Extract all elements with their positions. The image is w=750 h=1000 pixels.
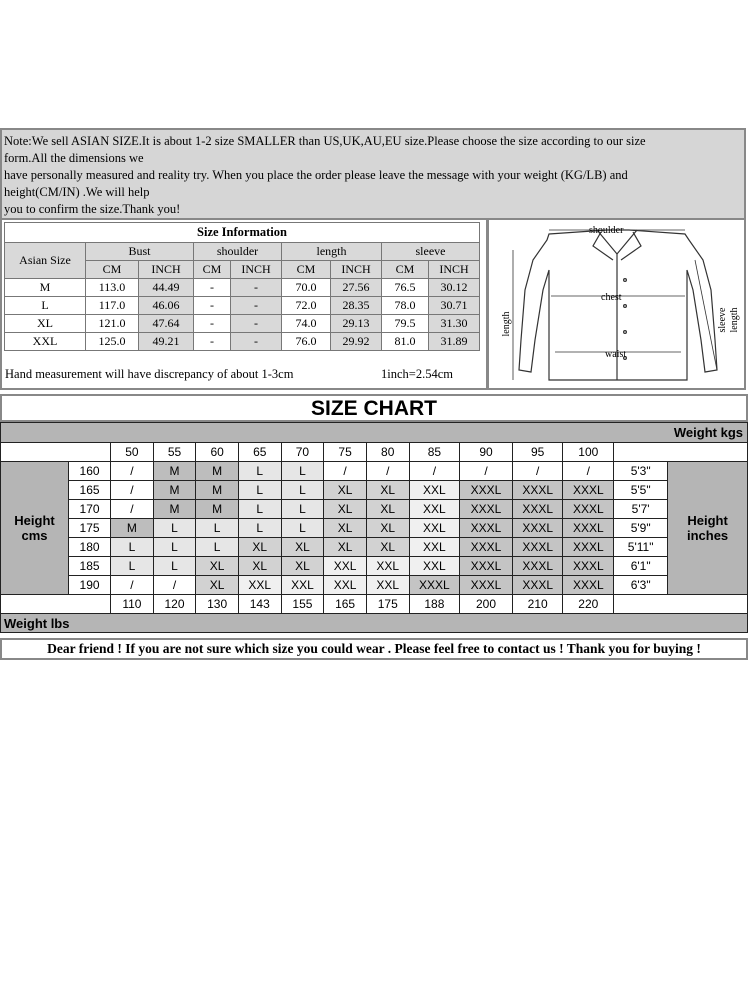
- size-chart-cell: L: [238, 500, 281, 519]
- height-cms-label: [1, 462, 69, 595]
- unit-inch: INCH: [429, 261, 480, 279]
- weight-lbs-value: 175: [366, 595, 409, 614]
- height-cm-value: 180: [69, 538, 111, 557]
- weight-kg-value: 85: [409, 443, 460, 462]
- unit-inch: INCH: [331, 261, 382, 279]
- weight-lbs-label: Weight lbs: [1, 614, 748, 633]
- size-info-value: -: [231, 297, 282, 315]
- size-chart-cell: XL: [238, 538, 281, 557]
- size-info-value: 78.0: [382, 297, 429, 315]
- size-chart-cell: XXL: [366, 576, 409, 595]
- size-chart-cell: /: [111, 576, 154, 595]
- weight-kg-value: 70: [281, 443, 324, 462]
- size-chart-cell: XL: [238, 557, 281, 576]
- size-chart-cell: XXXL: [512, 481, 563, 500]
- size-chart-cell: XL: [281, 538, 324, 557]
- height-inch-value: 5'7': [614, 500, 668, 519]
- size-info-value: 76.5: [382, 279, 429, 297]
- size-information-panel: [0, 220, 488, 390]
- size-chart-row: [1, 481, 748, 500]
- size-chart-cell: L: [281, 519, 324, 538]
- size-info-value: 113.0: [86, 279, 139, 297]
- diagram-length-label: length: [501, 311, 512, 337]
- unit-inch: INCH: [139, 261, 194, 279]
- unit-inch: INCH: [231, 261, 282, 279]
- size-chart-cell: XL: [324, 538, 367, 557]
- size-info-value: -: [231, 279, 282, 297]
- size-chart-cell: L: [111, 557, 154, 576]
- size-info-value: 121.0: [86, 315, 139, 333]
- size-chart-cell: XXXL: [512, 500, 563, 519]
- note-line-5: you to confirm the size.Thank you!: [4, 202, 181, 216]
- weight-lbs-value: 200: [460, 595, 513, 614]
- size-info-row: [5, 333, 480, 351]
- size-chart-cell: L: [281, 462, 324, 481]
- size-info-value: 29.92: [331, 333, 382, 351]
- blank-cell: [1, 443, 69, 462]
- weight-lbs-value: 130: [196, 595, 239, 614]
- size-chart-cell: L: [153, 557, 196, 576]
- size-chart-cell: XXL: [366, 557, 409, 576]
- size-info-size: XXL: [5, 333, 86, 351]
- size-chart-row: [1, 462, 748, 481]
- size-info-value: 81.0: [382, 333, 429, 351]
- size-info-value: 31.30: [429, 315, 480, 333]
- size-chart-cell: XL: [324, 519, 367, 538]
- size-chart-cell: XXL: [324, 576, 367, 595]
- size-chart-cell: XXXL: [512, 557, 563, 576]
- size-chart-cell: M: [153, 500, 196, 519]
- size-info-row: [5, 315, 480, 333]
- size-chart-cell: XL: [196, 557, 239, 576]
- blank-cell: [668, 595, 748, 614]
- size-chart-cell: L: [238, 462, 281, 481]
- size-chart-cell: M: [111, 519, 154, 538]
- weight-kg-value: 95: [512, 443, 563, 462]
- size-info-value: 30.71: [429, 297, 480, 315]
- size-info-value: -: [231, 315, 282, 333]
- weight-lbs-value: 143: [238, 595, 281, 614]
- note-line-3: have personally measured and reality try. When you place the order please leave the message with your weight (KG/LB) and: [4, 168, 628, 182]
- size-chart-cell: XXXL: [563, 519, 614, 538]
- size-info-value: 79.5: [382, 315, 429, 333]
- size-info-value: 28.35: [331, 297, 382, 315]
- size-info-size: L: [5, 297, 86, 315]
- inch-conversion-note: 1inch=2.54cm: [381, 367, 453, 381]
- size-info-value: -: [194, 297, 231, 315]
- size-chart-cell: XXXL: [563, 576, 614, 595]
- size-chart-cell: M: [153, 462, 196, 481]
- size-chart-cell: /: [111, 481, 154, 500]
- size-chart-cell: XXL: [281, 576, 324, 595]
- size-chart-cell: XL: [366, 500, 409, 519]
- height-cm-value: 175: [69, 519, 111, 538]
- footer-message: Dear friend ! If you are not sure which size you could wear . Please feel free to contact us ! Thank you for buying !: [0, 638, 748, 660]
- shirt-measurement-diagram: [488, 220, 746, 390]
- size-info-title: Size Information: [5, 223, 480, 243]
- asian-size-header: Asian Size: [5, 243, 86, 279]
- size-information-table: [4, 222, 480, 351]
- size-chart-cell: /: [324, 462, 367, 481]
- size-chart-cell: XXXL: [460, 576, 513, 595]
- size-info-value: 49.21: [139, 333, 194, 351]
- weight-kgs-label: Weight kgs: [1, 423, 748, 443]
- weight-kg-value: 60: [196, 443, 239, 462]
- size-chart-cell: /: [366, 462, 409, 481]
- size-chart-cell: /: [563, 462, 614, 481]
- size-chart-cell: L: [153, 519, 196, 538]
- size-chart-cell: XXXL: [460, 557, 513, 576]
- size-info-value: 74.0: [282, 315, 331, 333]
- size-note: [0, 128, 746, 220]
- size-info-value: 44.49: [139, 279, 194, 297]
- group-length: length: [282, 243, 382, 261]
- size-chart-cell: XXL: [409, 557, 460, 576]
- unit-cm: CM: [86, 261, 139, 279]
- weight-lbs-value: 155: [281, 595, 324, 614]
- height-inch-value: 5'5": [614, 481, 668, 500]
- weight-kg-value: 55: [153, 443, 196, 462]
- blank-cell: [1, 595, 69, 614]
- height-cm-value: 170: [69, 500, 111, 519]
- size-chart-cell: /: [512, 462, 563, 481]
- weight-lbs-value: 110: [111, 595, 154, 614]
- group-shoulder: shoulder: [194, 243, 282, 261]
- size-chart-cell: XL: [281, 557, 324, 576]
- size-chart-cell: /: [409, 462, 460, 481]
- size-chart-cell: /: [153, 576, 196, 595]
- weight-kg-value: 65: [238, 443, 281, 462]
- blank-cell: [614, 595, 668, 614]
- size-chart-cell: L: [281, 481, 324, 500]
- shirt-icon: [489, 220, 745, 388]
- size-chart-cell: L: [281, 500, 324, 519]
- size-chart-cell: XL: [366, 519, 409, 538]
- blank-cell: [614, 443, 668, 462]
- size-info-row: [5, 297, 480, 315]
- weight-kg-value: 80: [366, 443, 409, 462]
- size-chart-row: [1, 576, 748, 595]
- height-inches-label-line-1: Height: [687, 513, 728, 528]
- blank-cell: [69, 443, 111, 462]
- size-chart-cell: XL: [324, 500, 367, 519]
- size-chart-cell: /: [460, 462, 513, 481]
- size-chart-cell: L: [153, 538, 196, 557]
- size-info-value: 46.06: [139, 297, 194, 315]
- height-cm-value: 185: [69, 557, 111, 576]
- group-sleeve: sleeve: [382, 243, 480, 261]
- hand-measurement-note: Hand measurement will have discrepancy of about 1-3cm: [5, 367, 294, 381]
- height-inches-label: [668, 462, 748, 595]
- size-info-value: 70.0: [282, 279, 331, 297]
- size-chart-cell: XXXL: [563, 500, 614, 519]
- size-chart-cell: M: [153, 481, 196, 500]
- unit-cm: CM: [282, 261, 331, 279]
- note-line-2: form.All the dimensions we: [4, 151, 144, 165]
- size-chart-row: [1, 500, 748, 519]
- height-cm-value: 160: [69, 462, 111, 481]
- height-cm-value: 165: [69, 481, 111, 500]
- group-bust: Bust: [86, 243, 194, 261]
- size-chart-row: [1, 538, 748, 557]
- size-chart-cell: XXXL: [563, 538, 614, 557]
- size-chart-cell: /: [111, 462, 154, 481]
- size-info-value: -: [194, 315, 231, 333]
- weight-kg-value: 50: [111, 443, 154, 462]
- diagram-chest-label: chest: [601, 292, 622, 303]
- size-chart-table: [0, 422, 748, 633]
- height-inch-value: 5'9": [614, 519, 668, 538]
- size-info-value: 29.13: [331, 315, 382, 333]
- size-chart-cell: XXXL: [460, 481, 513, 500]
- size-chart-cell: XXL: [324, 557, 367, 576]
- size-info-value: 72.0: [282, 297, 331, 315]
- unit-cm: CM: [194, 261, 231, 279]
- note-line-4: height(CM/IN) .We will help: [4, 185, 150, 199]
- unit-cm: CM: [382, 261, 429, 279]
- size-chart-cell: XXXL: [460, 519, 513, 538]
- size-info-value: 30.12: [429, 279, 480, 297]
- size-chart-cell: /: [111, 500, 154, 519]
- weight-lbs-value: 210: [512, 595, 563, 614]
- weight-lbs-value: 120: [153, 595, 196, 614]
- size-chart-cell: XXXL: [512, 576, 563, 595]
- size-info-row: [5, 279, 480, 297]
- note-line-1: Note:We sell ASIAN SIZE.It is about 1-2 size SMALLER than US,UK,AU,EU size.Please choose the size according to our size: [4, 134, 646, 148]
- size-chart-cell: M: [196, 481, 239, 500]
- blank-cell: [69, 595, 111, 614]
- size-chart-cell: L: [238, 481, 281, 500]
- weight-lbs-value: 165: [324, 595, 367, 614]
- size-chart-cell: XXXL: [563, 481, 614, 500]
- weight-lbs-value: 220: [563, 595, 614, 614]
- weight-lbs-value: 188: [409, 595, 460, 614]
- size-info-value: 47.64: [139, 315, 194, 333]
- size-chart-cell: XXL: [238, 576, 281, 595]
- height-cms-label-line-2: cms: [21, 528, 48, 543]
- size-info-value: -: [231, 333, 282, 351]
- height-inches-label-line-2: inches: [686, 528, 729, 543]
- height-inch-value: 5'3": [614, 462, 668, 481]
- size-chart-row: [1, 557, 748, 576]
- size-chart-cell: XXXL: [460, 538, 513, 557]
- height-inch-value: 6'3": [614, 576, 668, 595]
- blank-cell: [668, 443, 748, 462]
- diagram-sleeve-label: sleeve: [717, 307, 728, 333]
- height-inch-value: 5'11": [614, 538, 668, 557]
- size-info-value: 27.56: [331, 279, 382, 297]
- diagram-sleeve-length-label: length: [729, 307, 740, 333]
- size-chart-cell: L: [196, 519, 239, 538]
- size-chart-cell: XXXL: [512, 538, 563, 557]
- height-cms-label-line-1: Height: [14, 513, 55, 528]
- size-chart-cell: L: [111, 538, 154, 557]
- size-chart: [0, 422, 748, 633]
- size-info-value: -: [194, 333, 231, 351]
- weight-kg-value: 100: [563, 443, 614, 462]
- size-info-value: 125.0: [86, 333, 139, 351]
- size-chart-cell: XXL: [409, 481, 460, 500]
- size-chart-cell: XL: [324, 481, 367, 500]
- size-chart-cell: M: [196, 500, 239, 519]
- size-chart-cell: XL: [366, 538, 409, 557]
- size-chart-cell: L: [196, 538, 239, 557]
- size-chart-cell: XXXL: [563, 557, 614, 576]
- size-info-value: 117.0: [86, 297, 139, 315]
- diagram-waist-label: waist: [605, 349, 627, 360]
- size-chart-cell: XL: [366, 481, 409, 500]
- size-chart-cell: XXL: [409, 538, 460, 557]
- weight-kg-value: 90: [460, 443, 513, 462]
- size-info-value: -: [194, 279, 231, 297]
- size-chart-cell: XXL: [409, 519, 460, 538]
- size-chart-row: [1, 519, 748, 538]
- size-chart-cell: L: [238, 519, 281, 538]
- diagram-shoulder-label: shoulder: [589, 225, 624, 236]
- height-inch-value: 6'1": [614, 557, 668, 576]
- size-chart-cell: XXL: [409, 500, 460, 519]
- size-info-size: XL: [5, 315, 86, 333]
- size-chart-cell: XXXL: [512, 519, 563, 538]
- size-info-size: M: [5, 279, 86, 297]
- size-info-value: 76.0: [282, 333, 331, 351]
- weight-kg-value: 75: [324, 443, 367, 462]
- size-info-value: 31.89: [429, 333, 480, 351]
- size-chart-cell: XXXL: [460, 500, 513, 519]
- height-cm-value: 190: [69, 576, 111, 595]
- size-chart-title: SIZE CHART: [0, 394, 748, 422]
- size-chart-cell: XXXL: [409, 576, 460, 595]
- size-chart-cell: M: [196, 462, 239, 481]
- size-chart-cell: XL: [196, 576, 239, 595]
